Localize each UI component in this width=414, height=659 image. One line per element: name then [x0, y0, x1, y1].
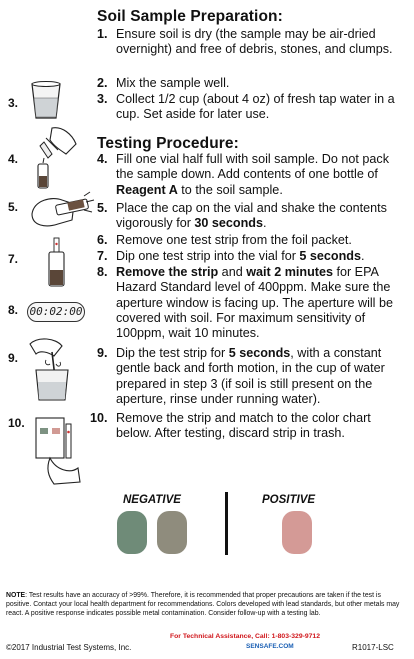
step-text-part: Dip the test strip for [116, 346, 229, 360]
note-body: : Test results have an accuracy of >99%. Therefore, it is recommended that proper precautions are taken if the test is positive. Contact your local health department for recommendations. Colors developed with lead standards, but other metals may react. A positive response indicates possible metal contamination. Consider follow-up with a testing lab. [6, 592, 400, 618]
step-number: 3. [97, 92, 108, 106]
step-text: Remove the strip and match to the color chart below. After testing, discard strip in trash. [116, 411, 371, 441]
testing-heading: Testing Procedure: [97, 135, 239, 152]
test-step-9 [97, 346, 409, 407]
step-bold-text: Reagent A [116, 182, 178, 197]
step-text-part: to the soil sample. [177, 182, 283, 197]
illustration-label-3: 3. [8, 96, 19, 110]
timer-value: 00:02:00 [29, 305, 83, 318]
step-text: Collect 1/2 cup (about 4 oz) of fresh tap water in a cup. Set aside for later use. [116, 92, 395, 122]
negative-swatch-1 [117, 511, 147, 554]
step-text: Mix the sample well. [116, 76, 230, 90]
water-cup-illustration [28, 80, 64, 122]
step-text-part: Dip one test strip into the vial for [116, 249, 300, 263]
step-text [97, 201, 397, 232]
step-text-part: . [263, 216, 267, 231]
illustration-label-9: 9. [8, 351, 19, 365]
negative-label: NEGATIVE [123, 494, 181, 506]
step-number: 2. [97, 76, 108, 90]
shake-vial-illustration [22, 190, 96, 234]
test-step-7 [97, 249, 409, 264]
negative-swatch-2 [157, 511, 187, 554]
step-number: 1. [97, 27, 108, 41]
footer-copyright: ©2017 Industrial Test Systems, Inc. [6, 643, 132, 652]
test-step-5 [97, 201, 397, 232]
illustration-label-5: 5. [8, 200, 19, 214]
step-number: 5. [97, 201, 108, 215]
step-text-part: and [218, 265, 247, 279]
dip-strip-illustration [22, 334, 82, 404]
illustration-label-4: 4. [8, 152, 19, 166]
step-number: 9. [97, 346, 108, 360]
step-number: 7. [97, 249, 108, 263]
test-step-4 [97, 152, 409, 198]
step-text [97, 265, 409, 341]
step-text [97, 346, 409, 407]
step-number: 6. [97, 233, 108, 247]
vial-strip-illustration [42, 236, 72, 288]
reagent-hand-illustration [22, 124, 84, 192]
note-text [6, 591, 408, 619]
prep-heading: Soil Sample Preparation: [97, 8, 283, 25]
step-text-part: . [361, 249, 365, 263]
test-step-8 [97, 265, 409, 341]
positive-swatch-1 [282, 511, 312, 554]
step-number: 8. [97, 265, 108, 279]
step-text-part: , with a constant gentle back and forth motion, in the cup of water prepared in step 3 (if soil is still present on the aperture, rinse under running water). [116, 346, 385, 406]
step-text-part: Place the cap on the vial and shake the contents vigorously for [116, 201, 387, 231]
step-text: Ensure soil is dry (the sample may be air-dried overnight) and free of debris, stones, and clumps. [116, 27, 393, 57]
step-bold-text: wait 2 minutes [246, 265, 333, 279]
prep-step-2 [97, 76, 409, 91]
timer-display [27, 302, 85, 322]
chart-divider [225, 492, 228, 555]
prep-step-1 [97, 27, 409, 58]
product-code: R1017-LSC [352, 643, 394, 652]
step-number: 10. [90, 411, 108, 425]
technical-assistance: For Technical Assistance, Call: 1-803-329-9712 [170, 633, 320, 640]
step-bold-text: 5 seconds [228, 346, 291, 360]
website-link[interactable]: SENSAFE.COM [246, 643, 294, 650]
note-label: NOTE [6, 592, 26, 599]
step-bold-text: 30 seconds [194, 216, 264, 231]
test-step-6 [97, 233, 409, 248]
positive-label: POSITIVE [262, 494, 316, 506]
prep-step-3 [97, 92, 397, 123]
test-step-10 [90, 411, 409, 442]
illustration-label-7: 7. [8, 252, 19, 266]
step-number: 4. [97, 152, 108, 166]
compare-chart-illustration [30, 412, 86, 488]
step-bold-text: Remove the strip [116, 265, 219, 279]
step-text-part: Fill one vial half full with soil sample. Do not pack the sample down. Add contents of one bottle of [116, 152, 389, 182]
step-text [97, 249, 409, 264]
step-text: Remove one test strip from the foil packet. [116, 233, 352, 247]
illustration-label-10: 10. [8, 416, 25, 430]
step-bold-text: 5 seconds [299, 249, 362, 263]
step-text-part: for EPA Hazard Standard level of 400ppm. Make sure the aperture window is facing up. The aperture will be covered with soil. For maximum sensitivity of 100ppm, wait 10 minutes. [116, 265, 393, 341]
illustration-label-8: 8. [8, 303, 19, 317]
step-text [97, 152, 409, 198]
